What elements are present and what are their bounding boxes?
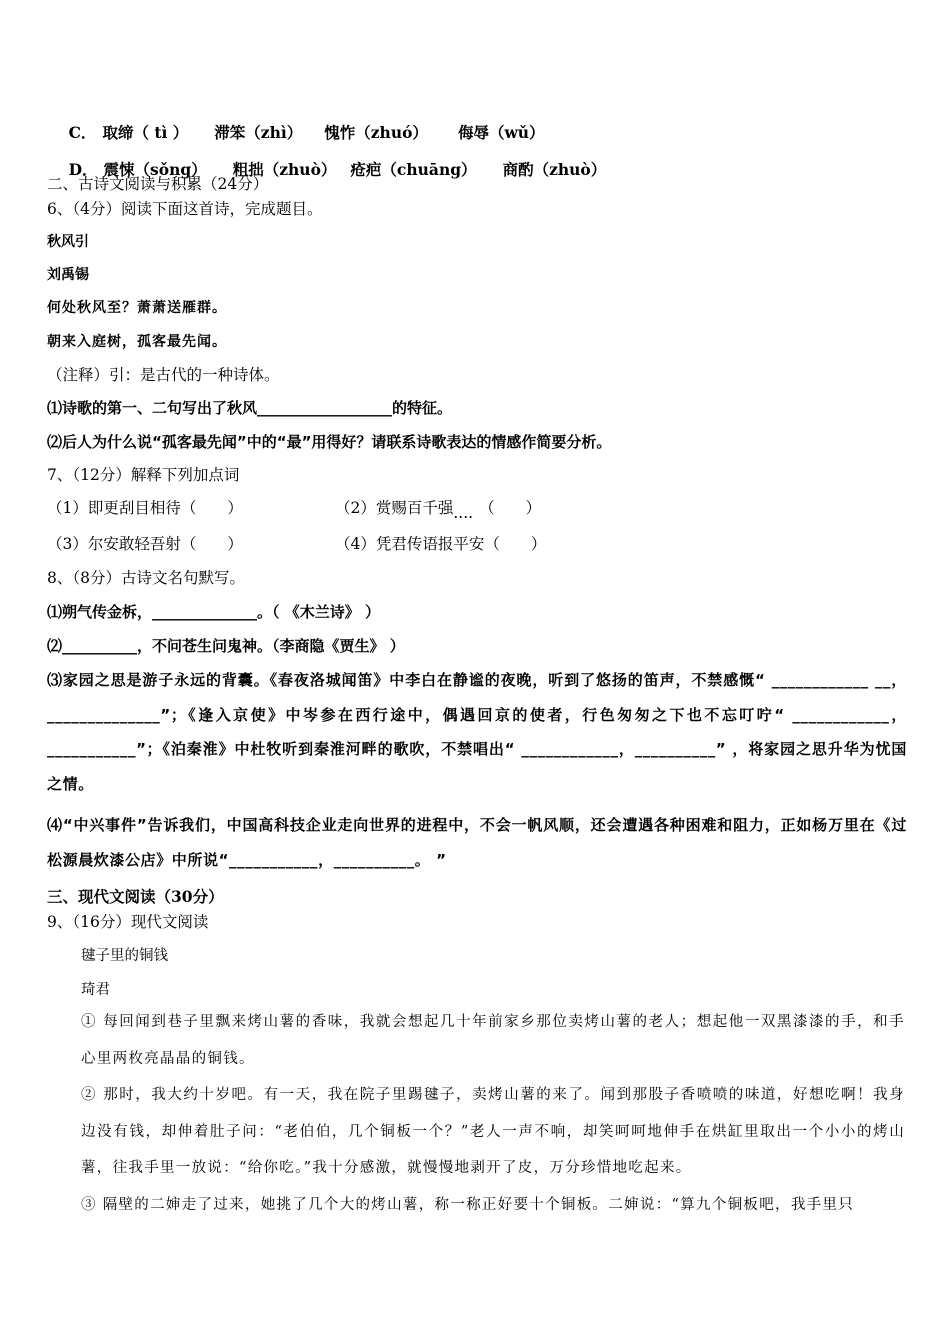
q7-item-2-text: （2）赏赐百千强 xyxy=(335,499,454,517)
option-d-item-2: 粗拙（zhuò） xyxy=(232,160,337,179)
q7-item-4: （4）凭君传语报平安（ ） xyxy=(335,535,547,553)
option-c-label: C． xyxy=(68,123,97,142)
poem-note: （注释）引：是古代的一种诗体。 xyxy=(47,366,280,384)
option-c-item-2: 滞笨（zhì） xyxy=(214,123,303,142)
q8-sub-1: ⑴朔气传金柝，______________。（ 《木兰诗》 ） xyxy=(47,603,380,621)
poem-author: 刘禹锡 xyxy=(47,267,89,283)
option-d-label: D． xyxy=(68,160,98,179)
poem-title: 秋风引 xyxy=(47,234,89,250)
option-d-item-4: 商酌（zhuò） xyxy=(502,160,607,179)
article-body xyxy=(47,1004,905,1223)
emphasis-dots: .... xyxy=(453,504,474,522)
poem-line-1: 何处秋风至？萧萧送雁群。 xyxy=(47,300,227,316)
q7-item-1: （1）即更刮目相待（ ） xyxy=(47,499,243,517)
option-c-item-4: 侮辱（wǔ） xyxy=(457,123,545,142)
article-paragraph-1: ① 每回闻到巷子里飘来烤山薯的香味，我就会想起几十年前家乡那位卖烤山薯的老人；想起他一双黑漆漆的手，和手心里两枚亮晶晶的铜钱。 xyxy=(81,1014,905,1067)
q7-header: 7、（12分）解释下列加点词 xyxy=(47,466,240,484)
q7-item-2 xyxy=(335,497,542,522)
article-author: 琦君 xyxy=(81,982,110,998)
q9-header: 9、（16分）现代文阅读 xyxy=(47,913,209,931)
section-2-title: 二、古诗文阅读与积累（24分） xyxy=(47,175,269,193)
q7-item-3: （3）尔安敢轻吾射（ ） xyxy=(47,535,243,553)
section-3-title: 三、现代文阅读（30分） xyxy=(47,887,224,906)
article-paragraph-2: ② 那时，我大约十岁吧。有一天，我在院子里踢毽子，卖烤山薯的来了。闻到那股子香喷喷的味道，好想吃啊！我身边没有钱，却伸着肚子问：“老伯伯，几个铜板一个？”老人一声不响，却笑呵呵地伸手在烘缸里取出一个小小的烤山薯，往我手里一放说：“给你吃。”我十分感激，就慢慢地剥开了皮，万分珍惜地吃起来。 xyxy=(81,1087,905,1176)
option-c-item-3: 愧怍（zhuó） xyxy=(324,123,428,142)
q8-sub-3: ⑶家园之思是游子永远的背囊。《春夜洛城闻笛》中李白在静谧的夜晚，听到了悠扬的笛声，不禁感慨“ ____________ __，______________”；《逢入京使》中岑参在西行途中，偶遇回京的使者，行色匆匆之下也不忘叮咛“ ____________，___________”；《泊秦淮》中杜牧听到秦淮河畔的歌吹，不禁唱出“ ____________，__________” ，将家园之思升华为忧国之情。 xyxy=(47,671,907,793)
option-d-item-1: 震悚（sǒng） xyxy=(103,160,207,179)
poem-line-2: 朝来入庭树，孤客最先闻。 xyxy=(47,334,227,350)
option-d-item-3: 疮疤（chuāng） xyxy=(350,160,477,179)
q6-sub-2: ⑵后人为什么说“孤客最先闻”中的“最”用得好？请联系诗歌表达的情感作简要分析。 xyxy=(47,433,612,451)
q7-item-2-blank: （ ） xyxy=(479,499,542,517)
q8-sub-2: ⑵__________，不问苍生问鬼神。（李商隐《贾生》 ） xyxy=(47,637,405,655)
q8-header: 8、（8分）古诗文名句默写。 xyxy=(47,569,245,587)
q6-header: 6、（4分）阅读下面这首诗，完成题目。 xyxy=(47,200,323,218)
q6-sub-1: ⑴诗歌的第一、二句写出了秋风__________________的特征。 xyxy=(47,399,453,417)
article-title: 毽子里的铜钱 xyxy=(81,948,168,964)
article-paragraph-3: ③ 隔壁的二婶走了过来，她挑了几个大的烤山薯，称一称正好要十个铜板。二婶说：“算九个铜板吧，我手里只 xyxy=(81,1196,855,1213)
option-c-item-1: 取缔（ tì ） xyxy=(102,123,189,142)
q8-sub-4: ⑷“中兴事件”告诉我们，中国高科技企业走向世界的进程中，不会一帆风顺，还会遭遇各种困难和阻力，正如杨万里在《过松源晨炊漆公店》中所说“___________，__________。 ” xyxy=(47,816,907,869)
